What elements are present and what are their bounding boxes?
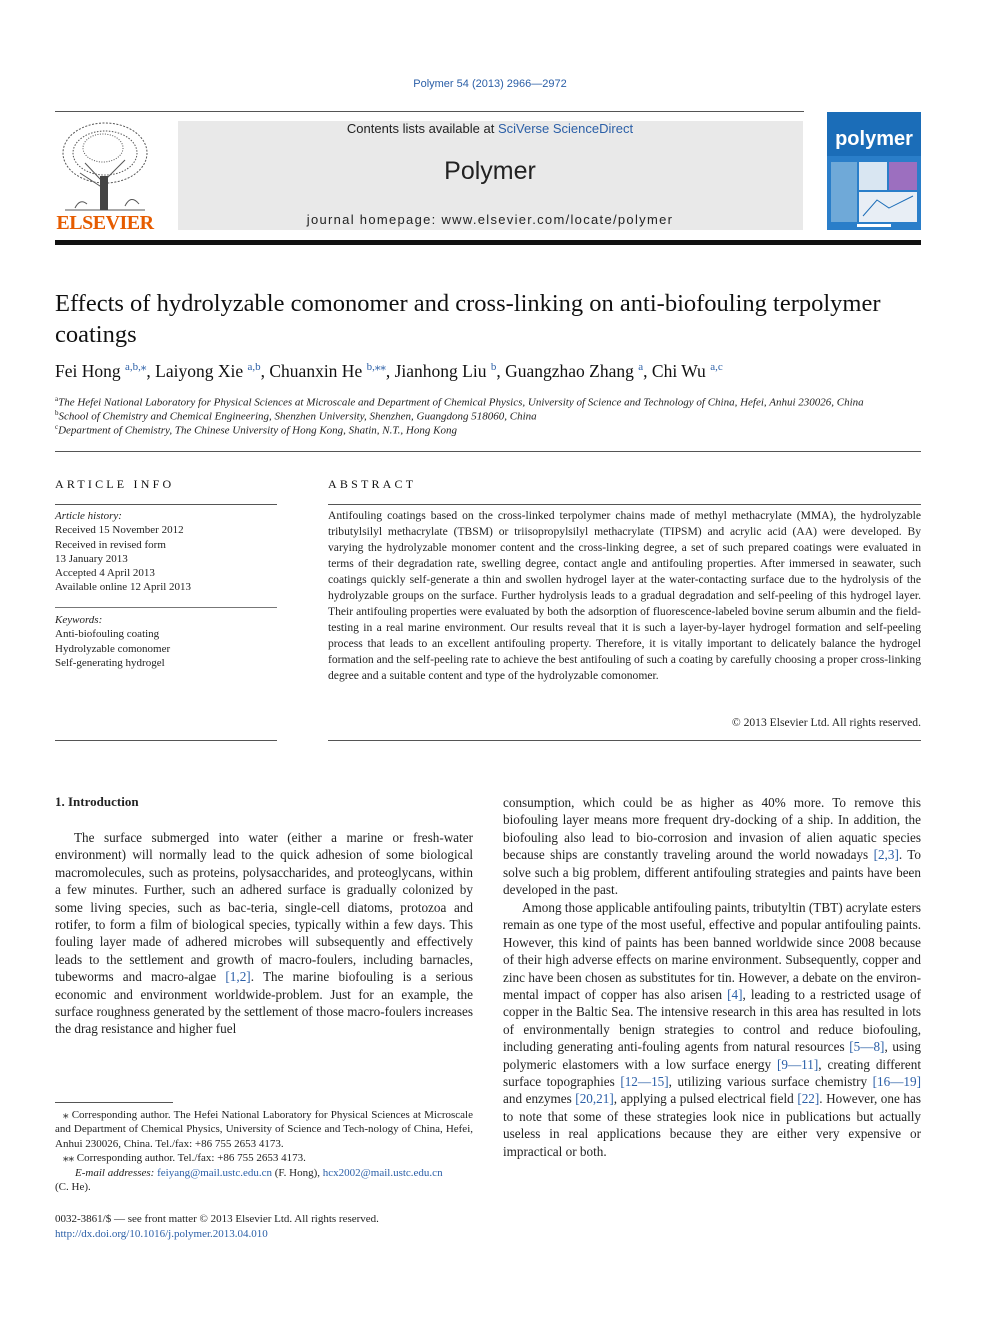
- affiliation-c: $^c$Department of Chemistry, The Chinese University of Hong Kong, Shatin, N.T., Hong Kong: [55, 423, 457, 437]
- affiliation-b: $^b$School of Chemistry and Chemical Engineering, Shenzhen University, Shenzhen, Guangdong 518060, China: [55, 409, 537, 423]
- intro-paragraph-1: The surface submerged into water (either a marine or fresh-water environment) will normally lead to the quick adhesion of some biological macromolecules, such as proteins, polysaccharides, and proteoglycans, within a few minutes. Further, such an adhered surface is gradually colonized by some living species, such as bac-teria, single-cell diatoms, protozoa and rotifer, to form a film of biological species, typically within a few days. This fouling layer made of adhered microbes will subsequently and effectively leads to the settlement and growth of macro-foulers, including barnacles, tubeworms and macro-algae [1,2]. The marine biofouling is a serious economic and environment worldwide-problem. Just for an example, the surface roughness generated by the settlement of those macro-foulers increases the drag resistance and higher fuel: [55, 830, 473, 1037]
- article-info-heading: ARTICLE INFO: [55, 477, 175, 491]
- article-history: [55, 509, 277, 595]
- citation-link[interactable]: [5—8]: [849, 1039, 885, 1055]
- article-title: Effects of hydrolyzable comonomer and cross-linking on anti-biofouling terpolymer coatings: [55, 290, 881, 348]
- history-item: Received in revised form: [55, 538, 166, 551]
- keywords: [55, 613, 277, 670]
- section-heading-introduction: 1. Introduction: [55, 794, 139, 809]
- header-rule: [55, 111, 804, 112]
- abstract-copyright: © 2013 Elsevier Ltd. All rights reserved.: [731, 716, 921, 729]
- journal-title: Polymer: [444, 157, 536, 185]
- intro-paragraph-2: consumption, which could be as higher as 40% more. To remove this biofouling layer means more frequent dry-docking of a ship. In addition, the biofouling also lead to bio-corrosion and invasion of alien aquatic species because ships are constantly traveling around the world nowadays [2,3]. To solve such a big problem, different antifouling strategies and paints have been developed in the past.: [503, 795, 921, 898]
- author[interactable]: Laiyong Xie $^{a,b}$,: [155, 360, 270, 381]
- footnote-corresponding-1: ⁎ Corresponding author. The Hefei National Laboratory for Physical Sciences at Microscale and Department of Chemical Physics, University of Science and Tech-nology of China, Hefei, Anhui 230026, China. Tel./fax: +86 755 2653 4173.: [55, 1109, 473, 1150]
- sciencedirect-link[interactable]: SciVerse ScienceDirect: [497, 121, 634, 136]
- author[interactable]: Chuanxin He $^{b,⁎⁎}$,: [269, 360, 395, 381]
- author[interactable]: Guangzhao Zhang $^a$,: [505, 360, 652, 381]
- footnotes: [55, 1108, 473, 1194]
- email-label: E-mail addresses:: [75, 1166, 155, 1179]
- author[interactable]: Jianhong Liu $^b$,: [394, 360, 506, 381]
- section-rule: [55, 451, 921, 452]
- keywords-label: Keywords:: [55, 614, 103, 626]
- homepage-prefix: journal homepage:: [306, 212, 442, 227]
- elsevier-wordmark: ELSEVIER: [56, 212, 154, 234]
- history-item: 13 January 2013: [55, 552, 128, 565]
- affiliation-a: $^a$The Hefei National Laboratory for Physical Sciences at Microscale and Department of Chemical Physics, University of Science and Technology of China, Hefei, Anhui 230026, China: [55, 395, 864, 409]
- author[interactable]: Fei Hong $^{a,b,⁎}$,: [55, 360, 156, 381]
- email-link[interactable]: feiyang@mail.ustc.edu.cn: [157, 1166, 272, 1179]
- footnote-emails: E-mail addresses: feiyang@mail.ustc.edu.cn (F. Hong), hcx2002@mail.ustc.edu.cn (C. He).: [55, 1166, 443, 1194]
- citation-link[interactable]: [4]: [727, 987, 743, 1003]
- email-link[interactable]: hcx2002@mail.ustc.edu.cn: [322, 1166, 443, 1179]
- intro-paragraph-3: Among those applicable antifouling paints, tributyltin (TBT) acrylate esters remain as one type of the most useful, effective and popular antifouling paints. However, this kind of paints has been banned worldwide since 2008 because of their high adverse effects on marine environment. Subsequently, copper and zinc have been chosen as substitutes for tin. However, a debate on the environ-mental impact of copper has also arisen [4], leading to a restricted usage of copper in the Baltic Sea. The intensive research in this area has resulted in lots of environmentally benign strategies to control and reduce biofouling, including generating anti-fouling agents from natural resources [5—8], using polymeric elastomers with a low surface energy [9—11], creating different surface topographies [12—15], utilizing various surface chemistry [16—19] and enzymes [20,21], applying a pulsed electrical field [22]. However, one has to note that some of these strategies look nice in publications but actually useless in real applications because they are either very expensive or impractical or both.: [503, 900, 921, 1159]
- contents-prefix: Contents lists available at: [346, 121, 498, 136]
- footnote-corresponding-2: ⁎⁎ Corresponding author. Tel./fax: +86 755 2653 4173.: [63, 1152, 306, 1165]
- divider: [55, 740, 277, 741]
- homepage-link[interactable]: www.elsevier.com/locate/polymer: [441, 212, 674, 227]
- divider: [55, 607, 277, 608]
- keyword-item: Self-generating hydrogel: [55, 656, 165, 669]
- cover-title: polymer: [835, 128, 913, 150]
- keyword-item: Anti-biofouling coating: [55, 628, 160, 641]
- doi-link[interactable]: http://dx.doi.org/10.1016/j.polymer.2013.04.010: [55, 1227, 268, 1240]
- abstract-text: Antifouling coatings based on the cross-linked terpolymer chains made of methyl methacrylate (MMA), the hydrolyzable tributylsilyl methacrylate (TBSM) or triisopropylsilyl methacrylate (TIPSM) and acrylic acid (AA) were developed. By varying the hydrolyzable monomer content and the cross-linking degree, a set of such prepared coatings were evaluated in terms of their degradation rate, swelling degree, contact angle and antifouling properties. After immersed in seawater, such coatings quickly self-generate a thin and swollen hydrogel layer at the water-contacting surface due to the hydrolysis of the hydrolyzable groups on the surface. Further hydrolysis leads to a gradual degradation and self-peeling of this hydrogel layer. Their antifouling properties were evaluated by both the adsorption of fluorescence-labeled bovine serum albumin and the field-testing in a real marine environment. Our results reveal that it is such a layer-by-layer hydrogel formation and self-peeling process that leads to an excellent antifouling property. Therefore, it is vitally important to delicately balance the hydrogel formation and the self-peeling rate to achieve the best antifouling of such a coating by carefully choosing a proper cross-linking degree and a suitable content and type of the hydrolyzable comonomer.: [328, 509, 921, 682]
- header-thick-rule: [55, 240, 921, 245]
- history-item: Accepted 4 April 2013: [55, 567, 155, 580]
- front-matter: [55, 1212, 473, 1241]
- history-label: Article history:: [55, 510, 122, 522]
- history-item: Received 15 November 2012: [55, 524, 184, 537]
- abstract-heading: ABSTRACT: [328, 477, 417, 491]
- keyword-item: Hydrolyzable comonomer: [55, 642, 171, 655]
- citation-link[interactable]: [9—11]: [777, 1056, 819, 1072]
- citation-link[interactable]: [2,3]: [873, 847, 899, 863]
- journal-citation[interactable]: Polymer 54 (2013) 2966—2972: [413, 78, 567, 90]
- author[interactable]: Chi Wu $^{a,c}$: [651, 360, 723, 381]
- citation-link[interactable]: [12—15]: [620, 1074, 669, 1090]
- author-list: [55, 360, 921, 382]
- citation-link[interactable]: [1,2]: [225, 969, 251, 985]
- footnote-rule: [55, 1102, 173, 1103]
- history-item: Available online 12 April 2013: [55, 581, 192, 594]
- citation-link[interactable]: [22]: [797, 1091, 820, 1107]
- citation-link[interactable]: [20,21]: [575, 1091, 614, 1107]
- divider: [328, 504, 921, 505]
- divider: [55, 504, 277, 505]
- divider: [328, 740, 921, 741]
- issn-line: 0032-3861/$ — see front matter © 2013 Elsevier Ltd. All rights reserved.: [55, 1213, 379, 1225]
- citation-link[interactable]: [16—19]: [872, 1074, 921, 1090]
